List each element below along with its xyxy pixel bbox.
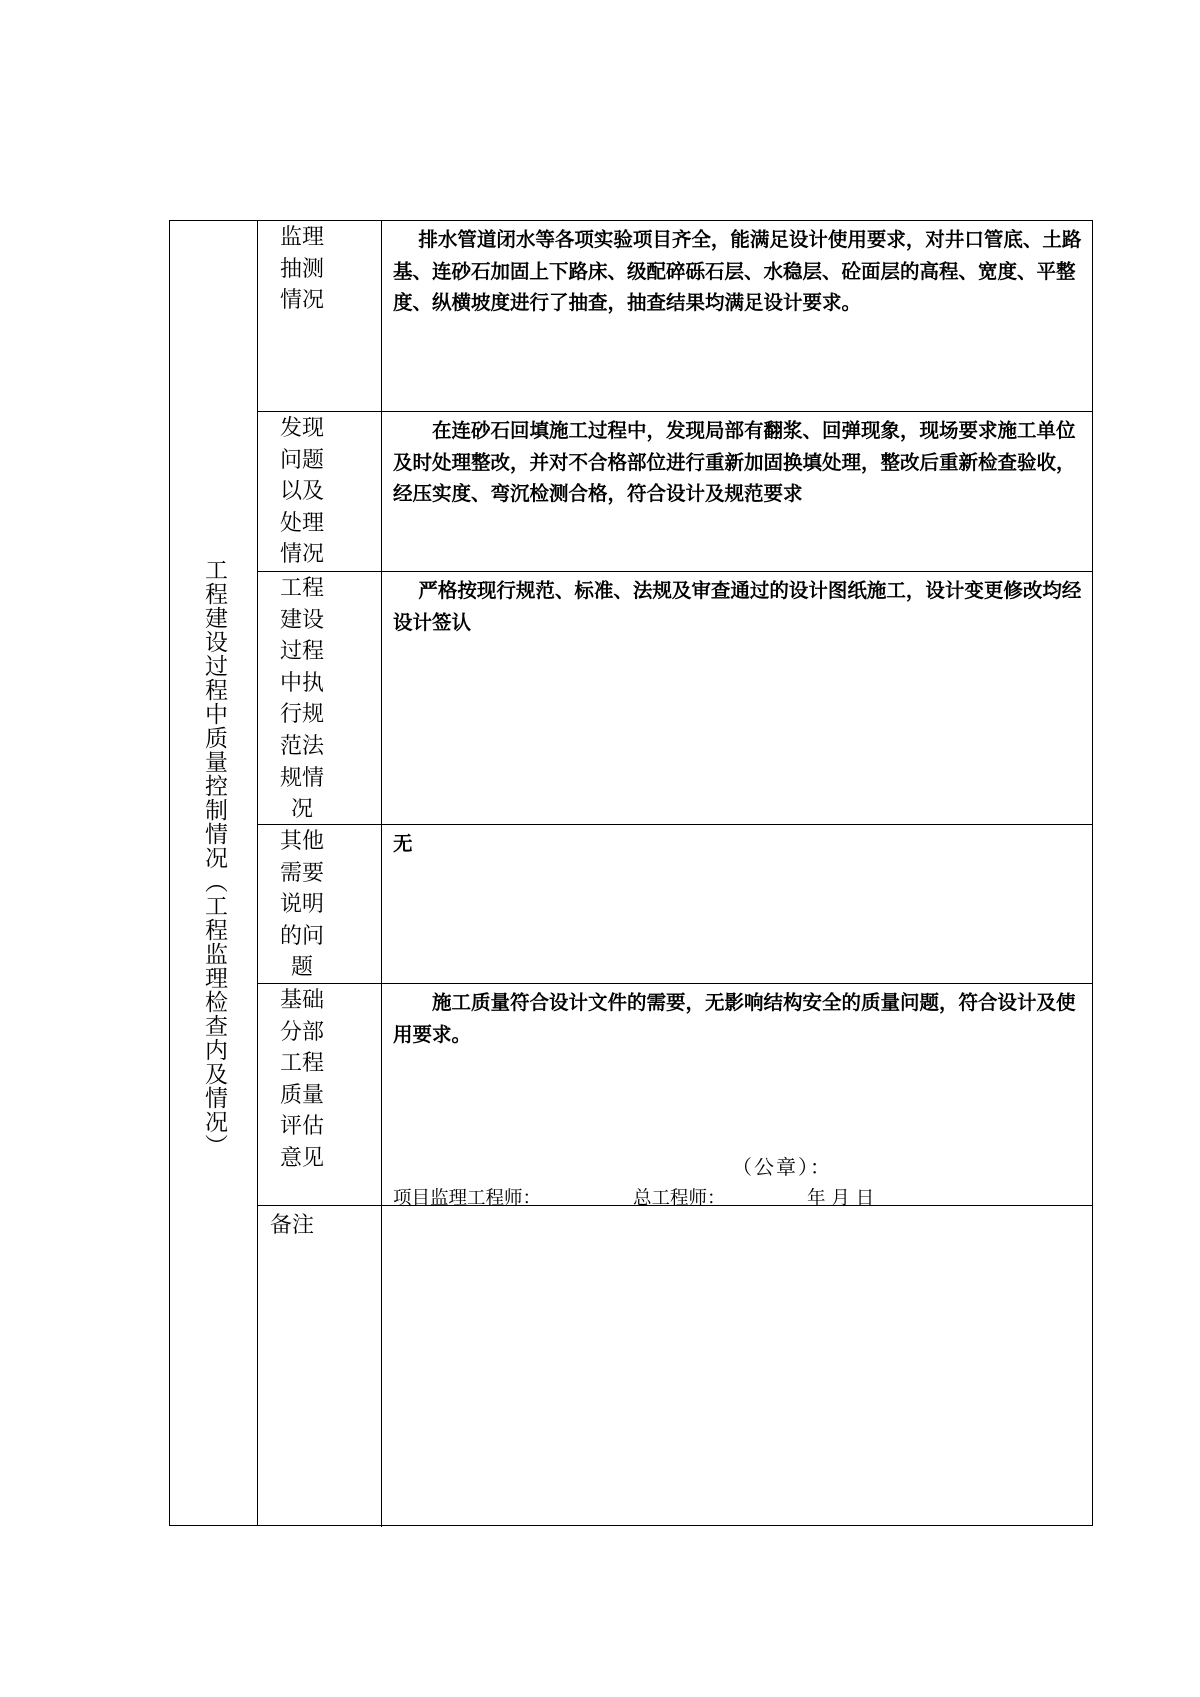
chief-engineer-label: 总工程师： [633, 1188, 726, 1209]
row-inspection [258, 221, 1092, 412]
quality-control-table [169, 220, 1093, 1526]
other-issues-text: 无 [393, 832, 413, 855]
row-content [382, 984, 1092, 1209]
problems-text: 在连砂石回填施工过程中，发现局部有翻浆、回弹现象，现场要求施工单位及时处理整改，并对不合格部位进行重新加固换填处理，整改后重新检查验收，经压实度、弯沉检测合格，符合设计及规范要求 [393, 419, 1076, 506]
assessment-text: 施工质量符合设计文件的需要，无影响结构安全的质量问题，符合设计及使用要求。 [393, 991, 1076, 1046]
row-label: 监理 抽测 情况 [258, 221, 382, 411]
side-title-cell [170, 221, 258, 1525]
row-content [382, 825, 1092, 983]
row-label: 发现 问题 以及 处理 情况 [258, 412, 382, 571]
row-assessment [258, 984, 1092, 1209]
date-label: 年 月 日 [807, 1188, 875, 1209]
inspection-text: 排水管道闭水等各项实验项目齐全，能满足设计使用要求，对井口管底、土路基、连砂石加固上下路床、级配碎砾石层、水稳层、砼面层的高程、宽度、平整度、纵横坡度进行了抽查，抽查结果均满足设计要求。 [393, 228, 1082, 315]
row-label: 其他 需要 说明 的问 题 [258, 825, 382, 983]
row-problems [258, 412, 1092, 572]
row-label: 工程 建设 过程 中执 行规 范法 规情 况 [258, 572, 382, 824]
side-title: 工程建设过程中质量控制情况（工程监理检查内及情况） [201, 558, 227, 1158]
row-label: 基础 分部 工程 质量 评估 意见 [258, 984, 382, 1205]
row-regulations [258, 572, 1092, 825]
row-content [382, 572, 1092, 824]
row-remarks [258, 1206, 1092, 1527]
supervisor-label: 项目监理工程师： [393, 1188, 542, 1209]
official-seal-label: （公章）： [732, 1155, 832, 1179]
remarks-content [382, 1206, 1092, 1527]
row-other-issues [258, 825, 1092, 984]
regulations-text: 严格按现行规范、标准、法规及审查通过的设计图纸施工，设计变更修改均经设计签认 [393, 579, 1082, 634]
row-label: 备注 [258, 1206, 382, 1527]
row-content [382, 221, 1092, 411]
row-content [382, 412, 1092, 571]
